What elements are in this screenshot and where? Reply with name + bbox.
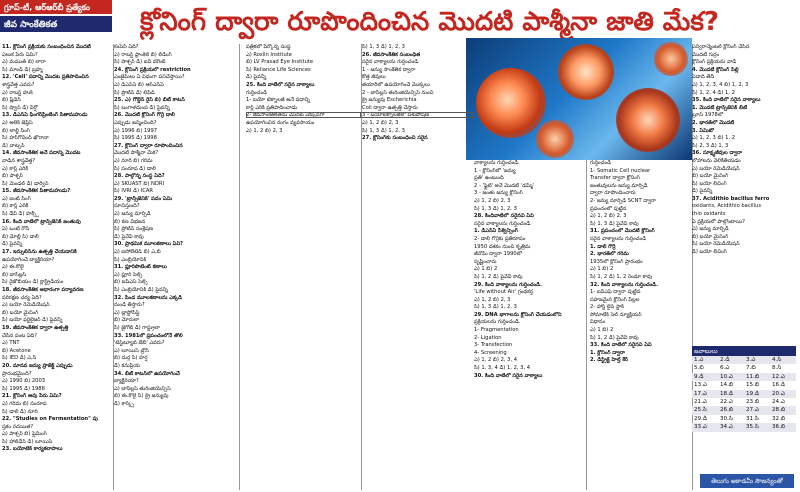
text-line: ఎ) ప్లూరి సెల్స్ [114, 271, 143, 278]
text-line: సి) 1, 3 డి) 1, 2, 3 [474, 205, 517, 212]
text-line: ఎ) 1, 2 బి) 2, 3, 4 [474, 357, 518, 364]
text-line: గుర్తించండి [246, 89, 267, 96]
cell-graphic [558, 44, 614, 100]
text-line: 1935లో క్లోనింగ్ ప్రారంభం [590, 258, 643, 265]
text-line: 29. DNA భాగాలను క్లోనింగ్ చేయడంలోని [474, 311, 562, 318]
text-line: బి) పాశ్చర్ [2, 173, 23, 180]
text-line: 37. Acidithio bacillus ferro [692, 195, 770, 202]
text-line: ఎ) ఐసోలేటెడ్ బి) ఎ,బి [114, 249, 161, 256]
text-line: సి) 1, 3 డి) 1, 2, 3 [362, 44, 405, 50]
text-line: సి) 1, 2 డి) పైవేవీ కావు [474, 273, 523, 280]
text-line: డి) వాట్సన్ [2, 142, 25, 149]
cell-graphic [616, 88, 680, 152]
text-line: ప్రక్రియలను గుర్తించండి. [474, 319, 521, 326]
text-line: 30. ప్రాథమిక మూలకణాలు ఏవి? [114, 241, 184, 248]
text-line: ఏడాది తేదీ [692, 74, 714, 81]
text-line: సి) 1, 3, 4 డి) 1, 2, 3, 4 [474, 365, 531, 372]
text-line: వాక్యాలను గుర్తించండి. [474, 160, 520, 166]
column-divider [586, 160, 587, 490]
text-line: ఎ) డీఎన్‌ఏ బి) ఆర్ఎన్ఏ [114, 81, 164, 88]
section-tag: గ్రూప్-టీ, ఆర్‌ఆర్‌బీ ప్రత్యేకం [0, 0, 112, 14]
answer-cell: 20.ఎ [770, 390, 796, 398]
text-line: ఎ) పాశ్చర్ బి) ఫ్లెమింగ్ [2, 431, 47, 438]
text-line: 1. క్లోనింగ్ ద్వారా [590, 349, 625, 356]
text-line: ఎ) జన్యు మార్పిడి [692, 226, 729, 233]
text-line: ఎ) 1, 2, 3 బి) 1, 2 [692, 135, 736, 142]
answer-cell: 15.బి [746, 382, 760, 389]
text-line: జంతువులను జన్యు మార్పిడి [590, 182, 648, 189]
text-line: 13. డీఎన్‌ఏ ఫింగర్‌ప్రింటింగ్ పితామహుడు [2, 112, 88, 119]
answer-grid [692, 356, 796, 432]
answer-cell: 9.డి [692, 373, 718, 381]
text-line: 12. 'Cell' పదాన్ని మొదట ప్రతిపాదించిన [2, 74, 89, 81]
text-line: బి) కణ విభజన [114, 218, 146, 225]
text-line: 1 - జన్యు సాంకేతిక ద్వారా [362, 66, 416, 73]
text-line: ఎ) నూరి బి) గరిమ [114, 157, 153, 164]
text-line: బ్రూస్ 1978లో [692, 112, 724, 119]
answer-cell: 30.సి [720, 415, 733, 422]
text-line: సి) బయో ఫర్టిలైజర్ డి) పైవన్నీ [2, 317, 63, 324]
text-line: సి) బయో లీచింగ్ [692, 180, 727, 187]
text-line: సి) మెండల్ డి) డార్విన్ [2, 180, 49, 187]
text-line: సహజమైన క్లోనింగ్ పిల్లల [590, 296, 640, 303]
text-line: సరైన వాక్యాలను గుర్తించండి. [362, 59, 420, 66]
answer-cell: 5.బి [694, 365, 704, 372]
answer-cell: 8.సి [772, 365, 782, 372]
text-line: సి) హాల్‌డేన్ డి) లూయిస్ [2, 438, 53, 445]
answer-cell: 33.ఎ [692, 423, 718, 431]
text-line: 35. కింది వాటిలో సరైన వాక్యాలు [692, 97, 761, 104]
text-line: ఎంజైమ్‌లు ఏ విధంగా పనిచేస్తాయి? [114, 74, 185, 81]
answer-key [692, 346, 796, 470]
text-line: సి) పాశ్చర్ డి) ఐవీ మౌంట్ [114, 59, 166, 66]
text-line: ఎ) 1, 2 బి) 2, 3 [362, 119, 399, 126]
text-line: డి) కార్క్స్ [114, 400, 135, 407]
answer-cell: 1.ఎ [692, 356, 718, 364]
answer-cell: 23.బి [746, 399, 760, 406]
text-line: సి) ప్రొటీన్ డి) లిపిడ్ [114, 89, 155, 96]
text-line: ద్వారా రూపొందించారు [590, 190, 636, 197]
text-line: 1- Somatic Cell nuclear [590, 167, 651, 174]
answer-cell: 27.ఎ [744, 406, 770, 414]
text-line: సరైన వాక్యాలను గుర్తించండి [590, 235, 647, 242]
text-line: బి) ఐపీఎస్ సెల్స్ [114, 279, 148, 286]
text-line: 32. పిండ మూలకణాలను ఎక్కడి [114, 294, 183, 301]
text-line: 14. జీవసాంకేతిక అనే పదాన్ని మొదట [2, 150, 81, 157]
text-line: సి) మాండ్ డి) బ్రహ్మ [2, 66, 43, 73]
subject-label: జీవ సాంకేతికత [0, 16, 112, 32]
text-line: సోమాటిక్ సెల్ న్యూక్లియర్ [590, 311, 642, 318]
section-header [0, 0, 112, 40]
text-line: డి) బయో లీచింగ్ [692, 249, 727, 256]
text-line: సి) IVRI డి) ICAR [114, 188, 153, 195]
page-headline: క్లోనింగ్ ద్వారా రూపొందించిన మొదటి పాశ్మీనా జాతి మేక? [140, 7, 719, 37]
text-line: 1- Fragmentation [474, 327, 519, 334]
text-line: సి) 1, 3 డి) 1, 2, 3 [474, 304, 517, 311]
text-line: 30. కింది వాటిలో సరైన వాక్యాలు [474, 372, 543, 379]
text-line: 1. డాలీ గొర్రె [590, 243, 616, 250]
cell-graphic [536, 120, 574, 158]
text-line: 19. జీవసాంకేతిక ద్వారా ఉత్పత్తి [2, 324, 69, 331]
text-line: కొత్త జీవులు [362, 74, 386, 81]
text-line: ఎప్పుడు జన్మించింది? [114, 119, 157, 126]
text-line: ఎ) ఈ.కొలై [2, 264, 24, 271]
text-line: ఎ) SKUAST బి) NDRI [114, 180, 165, 187]
answer-cell: 6.ఎ [720, 365, 730, 372]
text-line: ఎ) లూయిస్ బ్రౌన్ [114, 347, 149, 354]
text-line: సి) 1, 3 డి) పైవేవీ కావు [590, 220, 639, 227]
text-line: బ్యాక్టీరియా? [114, 378, 139, 385]
text-line: 32. కింది వాక్యాలను గుర్తించండి. [590, 281, 658, 288]
text-line: సి) ష్వాన్ డి) వీర్షో [2, 104, 38, 111]
answer-cell: 4.సి [770, 356, 796, 364]
text-line: 29. 'ట్రాన్స్‌జెనిక్' పదం ఏమి [114, 195, 173, 202]
text-line: సి) 1, 3 డి) 1, 2, 3 [362, 127, 405, 134]
text-column-1 [2, 44, 112, 492]
text-line: 3. ఏమిటో [692, 127, 714, 134]
text-line: 25. ఎ) గోల్డెన్ రైస్ బి) బీటీ కాటన్ [114, 97, 185, 104]
text-line: 28. కిందివాటిలో సరైనవి ఏవి [474, 213, 534, 220]
text-line: ప్రారంభమైంది? [2, 370, 32, 377]
text-line: ప్రపంచంలో పుట్టిన [590, 205, 627, 212]
table-row [247, 113, 473, 117]
footer-credit: తెలుగు అకాడమీ సౌజన్యంతో [700, 474, 794, 488]
text-line: 18. జీవసాంకేతిక ఆధారంగా పర్యావరణ [2, 287, 84, 293]
text-line: డి) పైవేవీ కావు [114, 233, 144, 240]
text-line: ఎ) అలెక్ జెఫ్రీస్ [2, 119, 33, 126]
text-line: 2 - 'ఫ్లైటీ' అనే మొదటి 'డమ్మీ' [474, 182, 535, 189]
text-line: 3 - జంతు జన్యు క్లోనింగ్ [474, 190, 523, 197]
text-line: 31. ప్లూరిపొటెంట్ కణాలు [114, 264, 167, 271]
table-cell [361, 113, 474, 117]
text-line: విధానం [590, 319, 606, 326]
text-line: Coli ద్వారా ఉత్పత్తి చేస్తారు [362, 104, 418, 111]
text-line: 33. కింది వాటిలో సరైనవి ఏవి [590, 342, 652, 349]
text-line: సి) Reliance Life Sciences [246, 66, 311, 73]
text-line: 34. బీటీ కాటన్‌లో ఉపయోగించే [114, 370, 180, 377]
text-line: 33. 1981లో ప్రపంచంలోనే తొలి [114, 332, 183, 339]
text-line: 22. "Studies on Fermentation" పు [2, 416, 98, 423]
text-line: 2- డాలీ గొర్రెకు ప్రతిరూపం [474, 235, 526, 242]
answer-cell: 17.ఎ [692, 390, 718, 398]
text-line: పత్రికలో పేర్కొన్న సంస్థ [246, 44, 291, 50]
text-line: ఎ) రాబర్ట్ హుక్ [2, 89, 33, 96]
text-line: బి) బయో మైనింగ్ [692, 173, 729, 180]
text-line: 26. మొదటి క్లోనింగ్ గొర్రె డాలీ [114, 112, 175, 119]
text-line: ఎ) Roslin Institute [246, 51, 292, 58]
text-line: సి) బయో రెమెడియేషన్ [692, 241, 740, 248]
cell-photo [466, 38, 692, 160]
text-line: 'Life without Air' గ్రంథకర్త [474, 289, 533, 296]
text-line: 2- హార్ట్ లైవ్ స్టాక్ [590, 304, 625, 311]
column-divider [239, 44, 240, 490]
text-line: సి) రైజోబియం డి) క్లాస్ట్రీడియం [2, 279, 64, 286]
text-line: స్తకం రచయిత? [2, 423, 34, 430]
text-line: జీనోమ్ ద్వారా 1990లో [474, 251, 523, 258]
text-line: ఎ) బయో రెమెడియేషన్ [2, 302, 50, 309]
text-line: కార్ల్ ఎరికీ ప్రతిపాదించాడు [246, 104, 298, 111]
answer-cell: 12.ఎ [770, 373, 796, 381]
text-line: నుండి తీస్తారు? [114, 302, 145, 309]
text-line: ఏ ప్రక్రియలో పాల్గొంటాయి? [692, 218, 746, 225]
text-line: 23. బయోటెక్ కార్యకలాపాలు [2, 446, 63, 453]
text-line: 2- Ligation [474, 334, 502, 341]
text-line: సి) ఎంబ్రియోనిక్ [114, 256, 147, 263]
text-line: సి) 1, 2 డి) 1, 2 రెండూ కావు [590, 273, 653, 280]
text-line: ఎ) బ్లాస్టోసిస్ట్ [114, 309, 140, 316]
answer-cell: 19.డి [744, 390, 770, 398]
text-line: మొదటి పాశ్మీనా మేక? [114, 150, 159, 157]
text-line: సి) 1, 2 డి) పైవేవీ కావు [590, 334, 639, 341]
text-line: 27. క్లోనింగ్‌కు సంబంధించి సరైన [362, 135, 428, 142]
text-line: 4. మొదటి క్లోనింగ్ పిల్లి [692, 66, 739, 73]
text-line: సి) హర్‌గోవింద్ ఖొరానా [2, 135, 49, 142]
text-line: 17. ఇన్సులిన్‌ను ఉత్పత్తి చేయడానికి [2, 249, 77, 256]
answer-cell: 7.బి [746, 365, 756, 372]
text-line: 1- బయో టెక్నాలజీ అనే పదాన్ని [246, 97, 310, 104]
text-line: ఉపయోగించిన రంగం వ్యవసాయం [246, 119, 315, 126]
text-line: సి) IED డి) ఎ,సి [2, 355, 37, 362]
text-line: 16. కింది వాటిలో ట్రాన్స్‌జెనిక్ జంతువు [2, 218, 81, 225]
text-line: బి) LV Prasad Eye Institute [246, 59, 314, 66]
text-line: బి) మోల్లీ సి) డాలీ [2, 233, 39, 240]
text-line: సి) డేవీ డి) హక్స్లీ [2, 211, 39, 218]
text-line: కంపెనీ ఏది? [114, 44, 139, 50]
answer-key-title: జవాబులు [692, 346, 796, 356]
text-line: బి) Acetone [2, 347, 31, 354]
text-line: లోహాలను వెలికితీయడం [692, 157, 741, 164]
text-line: ఎ) 1, 2 బి) 2, 3 [474, 296, 511, 303]
text-line: సృష్టించారు [474, 258, 497, 265]
text-line: 2- జీవసాంకేతికతను మొదట ఎక్కువగా [246, 112, 325, 119]
text-line: 2. డిస్ట్రిక్ట్ హెల్త్ కేర్ [590, 357, 629, 364]
answer-cell: 18.డి [718, 390, 744, 398]
text-line: 27. క్లోనింగ్ ద్వారా రూపొందించిన [114, 142, 183, 149]
text-line: 11. క్లోనింగ్ ప్రక్రియకు సంబంధించిన మొదటి [2, 44, 91, 50]
text-line: డి) పైవన్నీ [692, 188, 713, 195]
text-line: బి) లాల్జీ సింగ్ [2, 127, 30, 134]
text-line: బి) దుర్గ సి) హర్ష [114, 355, 148, 362]
text-line: 31. ప్రపంచంలో మొదటి క్లోనింగ్ [590, 228, 655, 235]
text-line: 1. మొదటి ట్రాన్స్‌జెనిక్ బీటీ [692, 104, 748, 111]
text-line: ఎ) 1, 2 బి) 2, 3 [246, 127, 283, 134]
text-line: బి) కార్ల్ ఎరికీ [2, 203, 29, 210]
text-line: బి) ష్లీడెన్ [2, 97, 21, 104]
text-line: ఎ) రాబర్ట్ ఫ్రాంకెల్ బి) లీడింగ్ [114, 51, 172, 58]
text-line: క్రై జన్యువు Escherichia [362, 97, 417, 104]
text-line: బి) మోరులా [114, 317, 140, 324]
answer-cell: 24.ఎ [772, 399, 785, 406]
match-table [246, 112, 474, 118]
text-line: 21. క్లోనింగ్ ఆవు పేరు ఏమి? [2, 393, 62, 400]
text-line: క్లోనింగ్ ప్రక్రియను వాడి [692, 59, 737, 66]
text-line: 20. మానవ జన్యు ప్రాజెక్ట్ ఎప్పుడు [2, 362, 73, 369]
text-line: బి) ఈ.కొలై సి) క్రై జన్యువు [114, 393, 169, 400]
text-line: గుర్తించండి [590, 160, 611, 166]
text-line: బి) బాసిల్లస్ [2, 271, 27, 278]
table-cell [247, 113, 361, 117]
text-line: 26. జీవసాంకేతిక సంబంధిత [362, 51, 421, 58]
text-line: ఎ) బాసిల్లస్ తురింజియెన్సిస్ [114, 385, 171, 392]
text-line: తయారీలో ఉపయోగించే మొక్కలు [362, 81, 430, 88]
text-line: ఎ) 1, 2 బి) 2, 3 [474, 197, 511, 204]
answer-cell: 13.ఎ [694, 382, 707, 389]
text-line: ఎ) బయో రెమెడియేషన్ [692, 165, 740, 172]
text-column-6 [590, 160, 694, 492]
answer-cell: 14.బి [720, 382, 734, 389]
text-line: సి) 1, 2, 4 డి) 1, 2 [692, 89, 735, 96]
answer-cell: 32.బి [772, 415, 786, 422]
text-line: 36. సూక్ష్మజీవుల ద్వారా [692, 150, 743, 157]
text-column-2 [114, 44, 232, 492]
cell-graphic [476, 68, 546, 138]
text-line: బి) బయో మైనింగ్ [692, 233, 729, 240]
text-line: డి) పైవన్నీ [246, 74, 267, 81]
text-line: ఎన్విరాన్మెంటల్ క్లోనింగ్ చేసిన [692, 44, 750, 50]
text-line: 2. భారత్‌లో గరిమ [590, 251, 629, 258]
text-line: ఎ) మముత్ బి) లారా [2, 59, 46, 66]
text-line: ఎ) 1 బి) 2 [474, 266, 498, 273]
text-line: ఎ) కార్ల్ ఎరికీ [2, 165, 29, 172]
text-line: డి) కనుప్రియ [114, 362, 141, 369]
text-line: 'టెస్ట్‌ట్యూబ్ బేబీ' ఎవరు? [114, 340, 165, 347]
text-line: చేసిన పంట ఏది? [2, 332, 37, 339]
text-line: సి) 2, 3 డి) 1, 3 [692, 142, 729, 149]
text-line: వాడిన శాస్త్రవేత్త? [2, 157, 36, 164]
answer-cell: 2.డి [718, 356, 744, 364]
text-line: ఎ) గరిమ బి) సంరూప [2, 400, 47, 407]
text-line: ప్రతి' ఉంటుంది [474, 175, 504, 182]
text-line: ఎ) 1990 బి) 2003 [2, 378, 46, 385]
text-line: 1950 దశకం నుంచి కృత్రిమ [474, 243, 531, 250]
text-line: 25. కింది వాటిలో సరైన వాక్యాలు [246, 81, 315, 88]
text-line: ఎ) 1 బి) 2 [590, 327, 614, 334]
text-line: 3- Transfection [474, 342, 513, 349]
text-line: శాస్త్రవేత్త ఎవరు? [2, 81, 35, 88]
answer-cell: 29.డి [694, 415, 708, 422]
text-line: ఎలుక పేరు ఏమి? [2, 51, 38, 58]
text-line: ఎ) 1, 2 బి) 2, 3 [590, 213, 627, 220]
answer-cell: 16.డి [772, 382, 786, 389]
text-line: సి) సంరూప డి) డాలీ [114, 165, 156, 172]
answer-cell: 31.సి [746, 415, 759, 422]
text-line: ఏ) ఒంటే రోసీ [2, 226, 30, 233]
text-line: సి) బంగాళదుంప డి) పైవన్నీ [114, 104, 170, 111]
text-line: 1 - క్లోనింగ్‌లో 'జన్యు [474, 167, 516, 174]
text-line: సి) డాలీ డి) నూరి [2, 408, 38, 415]
text-line: మొదటి గుర్రం [692, 51, 720, 58]
answer-cell: 35.సి [744, 423, 770, 431]
text-line: సూచిస్తుంది? [114, 203, 140, 210]
text-line: ఎ) జన్యు మార్పిడి [114, 211, 151, 218]
text-line: 29. కింది వాక్యాలను గుర్తించండి. [474, 281, 542, 288]
text-line: 4- Screening [474, 349, 507, 356]
text-line: oxidants, Acidithio bacillus [692, 203, 762, 210]
text-line: ఉపయోగించే బ్యాక్టీరియా? [2, 256, 55, 263]
answer-cell: 21.ఎ [694, 399, 707, 406]
text-line: 2- జన్యు మార్పిడి SCNT ద్వారా [590, 197, 656, 204]
text-column-5 [474, 160, 586, 492]
text-line: సి) ఎంబ్రియోనిక్ డి) పైవన్నీ [114, 287, 169, 293]
text-line: పరిరక్షణ చర్య ఏది? [2, 294, 42, 301]
text-line: 28. పాల్గొన్న సంస్థ ఏది? [114, 173, 165, 180]
text-line: బి) బయో మైనింగ్ [2, 309, 39, 316]
answer-cell: 25.సి [692, 406, 718, 414]
text-line: సి) 1995 డి) 1988 [2, 385, 45, 392]
cell-graphic [654, 42, 688, 76]
answer-cell: 11.బి [744, 373, 770, 381]
text-line: సి) 1995 డి) 1998 [114, 135, 157, 142]
answer-cell: 36.బి [770, 423, 796, 431]
text-line: సరైన వాక్యాలను గుర్తించండి. [474, 220, 532, 227]
text-line: ఎ) 1996 బి) 1997 [114, 127, 158, 134]
text-line: thio oxidants [692, 211, 726, 218]
answer-cell: 3.ఎ [744, 356, 770, 364]
text-line: డి) పైవన్నీ [2, 241, 23, 248]
text-line: 3 - బయోటెక్నాలజీలో పశుపోషణ [362, 112, 430, 119]
text-line: Transfer ద్వారా క్లోనింగ్ [590, 175, 640, 182]
text-line: ఎ) 1 బి) 2 [590, 266, 614, 273]
answer-cell: 10.ఎ [718, 373, 744, 381]
text-line: 24. క్లోనింగ్ ప్రక్రియలో restriction [114, 66, 191, 73]
answer-cell: 28.బి [770, 406, 796, 414]
text-line: 15. జీవసాంకేతిక పితామహుడు? [2, 188, 71, 195]
answer-cell: 34.ఎ [718, 423, 744, 431]
text-line: 2 - బాసిల్లస్ తురింజియెన్సిస్ నుంచి [362, 89, 434, 96]
text-line: 1. డీఎన్‌ఏ సీక్వెన్సింగ్ [474, 228, 518, 235]
text-line: 1- ఐవీఎఫ్ ద్వారా పుట్టిన [590, 289, 641, 296]
text-line: సి) జైగోట్ డి) గాస్ట్రులా [114, 324, 160, 331]
text-line: ఎ) ఐంట్ సింగ్ [2, 195, 31, 202]
text-line: సి) ప్రోటీన్ సంశ్లేషణ [114, 226, 153, 233]
answer-cell: 26.బి [718, 406, 744, 414]
text-line: ఎ) 1, 2, 3, 4 బి) 1, 2, 3 [692, 81, 749, 88]
text-line: ఎ) TNT [2, 340, 20, 347]
text-line: 2. భారత్‌లో మొదటి [692, 119, 735, 126]
answer-cell: 22.ఎ [720, 399, 733, 406]
